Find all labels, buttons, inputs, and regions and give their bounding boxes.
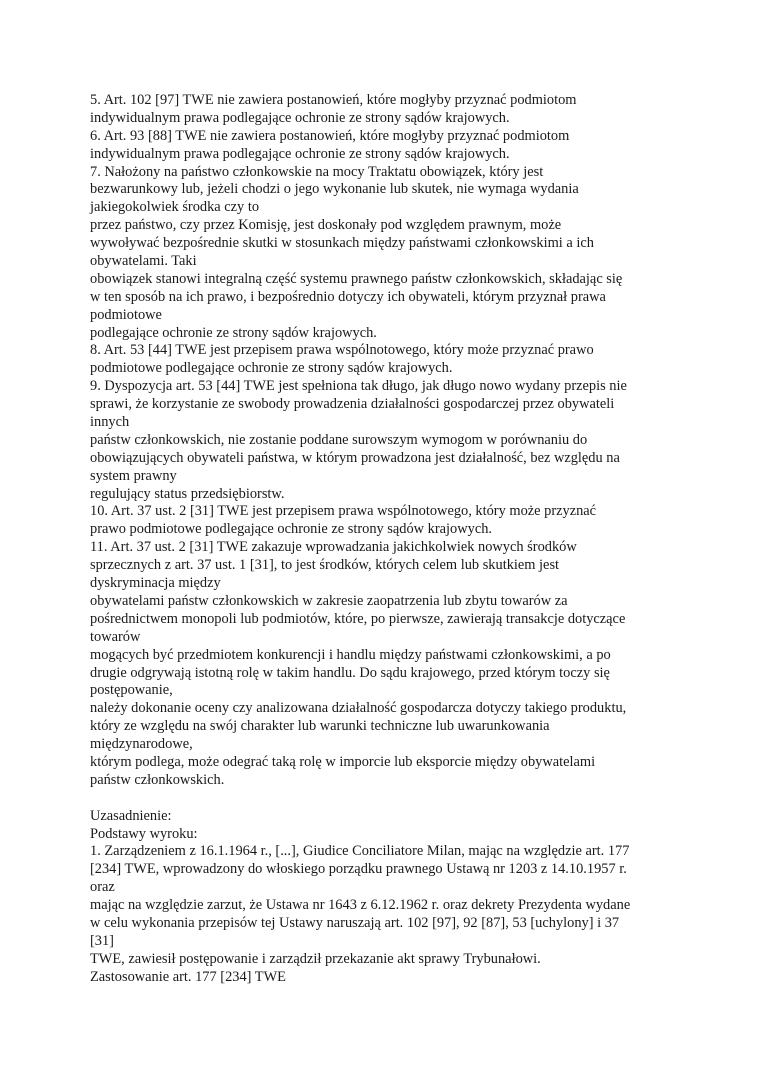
text-line: sprawi, że korzystanie ze swobody prowadzenia działalności gospodarczej przez obywateli (90, 396, 615, 413)
text-line: państw członkowskich, nie zostanie poddane surowszym wymogom w porównaniu do (90, 431, 588, 448)
text-line: dyskryminacja między (90, 575, 221, 592)
text-line: TWE, zawiesił postępowanie i zarządził przekazanie akt sprawy Trybunałowi. (90, 950, 541, 967)
text-line: 11. Art. 37 ust. 2 [31] TWE zakazuje wprowadzania jakichkolwiek nowych środków (90, 539, 577, 556)
document-body (90, 92, 675, 987)
text-line: 1. Zarządzeniem z 16.1.1964 r., [...], Giudice Conciliatore Milan, mając na względzie art. 177 (90, 843, 630, 860)
text-line: [31] (90, 932, 114, 949)
text-line: indywidualnym prawa podlegające ochronie ze strony sądów krajowych. (90, 109, 510, 126)
text-line: Podstawy wyroku: (90, 825, 198, 842)
text-line: państw członkowskich. (90, 771, 225, 788)
text-line: mogących być przedmiotem konkurencji i handlu między państwami członkowskimi, a po (90, 646, 611, 663)
text-line: podlegające ochronie ze strony sądów krajowych. (90, 324, 377, 341)
text-line: obowiązujących obywateli państwa, w którym prowadzona jest działalność, bez względu na (90, 449, 620, 466)
text-line: oraz (90, 879, 115, 896)
text-line: podmiotowe (90, 306, 162, 323)
text-line: system prawny (90, 467, 177, 484)
text-line: postępowanie, (90, 682, 173, 699)
text-line: obywatelami. Taki (90, 253, 197, 270)
text-line: regulujący status przedsiębiorstw. (90, 485, 285, 502)
text-line: Zastosowanie art. 177 [234] TWE (90, 968, 286, 985)
text-line: przez państwo, czy przez Komisję, jest doskonały pod względem prawnym, może (90, 217, 562, 234)
text-line: obywatelami państw członkowskich w zakresie zaopatrzenia lub zbytu towarów za (90, 592, 568, 609)
text-line: mając na względzie zarzut, że Ustawa nr 1643 z 6.12.1962 r. oraz dekrety Prezydenta wydane (90, 897, 631, 914)
text-line: indywidualnym prawa podlegające ochronie ze strony sądów krajowych. (90, 145, 510, 162)
text-line: pośrednictwem monopoli lub podmiotów, które, po pierwsze, zawierają transakcje dotyczące (90, 610, 626, 627)
text-line: 10. Art. 37 ust. 2 [31] TWE jest przepisem prawa wspólnotowego, który może przyznać (90, 503, 597, 520)
text-line: 5. Art. 102 [97] TWE nie zawiera postanowień, które mogłyby przyznać podmiotom (90, 92, 577, 108)
text-line: 9. Dyspozycja art. 53 [44] TWE jest spełniona tak długo, jak długo nowo wydany przepis nie (90, 378, 627, 395)
blank-line (90, 790, 675, 808)
text-line: wywoływać bezpośrednie skutki w stosunkach między państwami członkowskimi a ich (90, 235, 594, 252)
text-line: jakiegokolwiek środka czy to (90, 199, 260, 216)
text-line: 7. Nałożony na państwo członkowskie na mocy Traktatu obowiązek, który jest (90, 163, 544, 180)
text-line: Uzasadnienie: (90, 807, 172, 824)
text-line: 6. Art. 93 [88] TWE nie zawiera postanowień, które mogłyby przyznać podmiotom (90, 127, 570, 144)
text-line: w celu wykonania przepisów tej Ustawy naruszają art. 102 [97], 92 [87], 53 [uchylony] i 37 (90, 914, 620, 931)
text-line: który ze względu na swój charakter lub warunki techniczne lub uwarunkowania (90, 718, 550, 735)
text-line: podmiotowe podlegające ochronie ze strony sądów krajowych. (90, 360, 453, 377)
text-line: towarów (90, 628, 141, 645)
text-line: którym podlega, może odegrać taką rolę w imporcie lub eksporcie między obywatelami (90, 753, 596, 770)
text-line: w ten sposób na ich prawo, i bezpośrednio dotyczy ich obywateli, którym przyznał prawa (90, 288, 606, 305)
text-line: prawo podmiotowe podlegające ochronie ze strony sądów krajowych. (90, 521, 493, 538)
text-line: międzynarodowe, (90, 736, 193, 753)
text-line: innych (90, 414, 130, 431)
text-line: drugie odgrywają istotną rolę w takim handlu. Do sądu krajowego, przed którym toczy się (90, 664, 610, 681)
text-line: [234] TWE, wprowadzony do włoskiego porządku prawnego Ustawą nr 1203 z 14.10.1957 r. (90, 861, 627, 878)
text-line: bezwarunkowy lub, jeżeli chodzi o jego wykonanie lub skutek, nie wymaga wydania (90, 181, 579, 198)
text-line: sprzecznych z art. 37 ust. 1 [31], to jest środków, których celem lub skutkiem jest (90, 557, 560, 574)
text-line: 8. Art. 53 [44] TWE jest przepisem prawa wspólnotowego, który może przyznać prawo (90, 342, 594, 359)
text-line: obowiązek stanowi integralną część systemu prawnego państw członkowskich, składając się (90, 270, 623, 287)
text-line: należy dokonanie oceny czy analizowana działalność gospodarcza dotyczy takiego produktu, (90, 700, 627, 717)
